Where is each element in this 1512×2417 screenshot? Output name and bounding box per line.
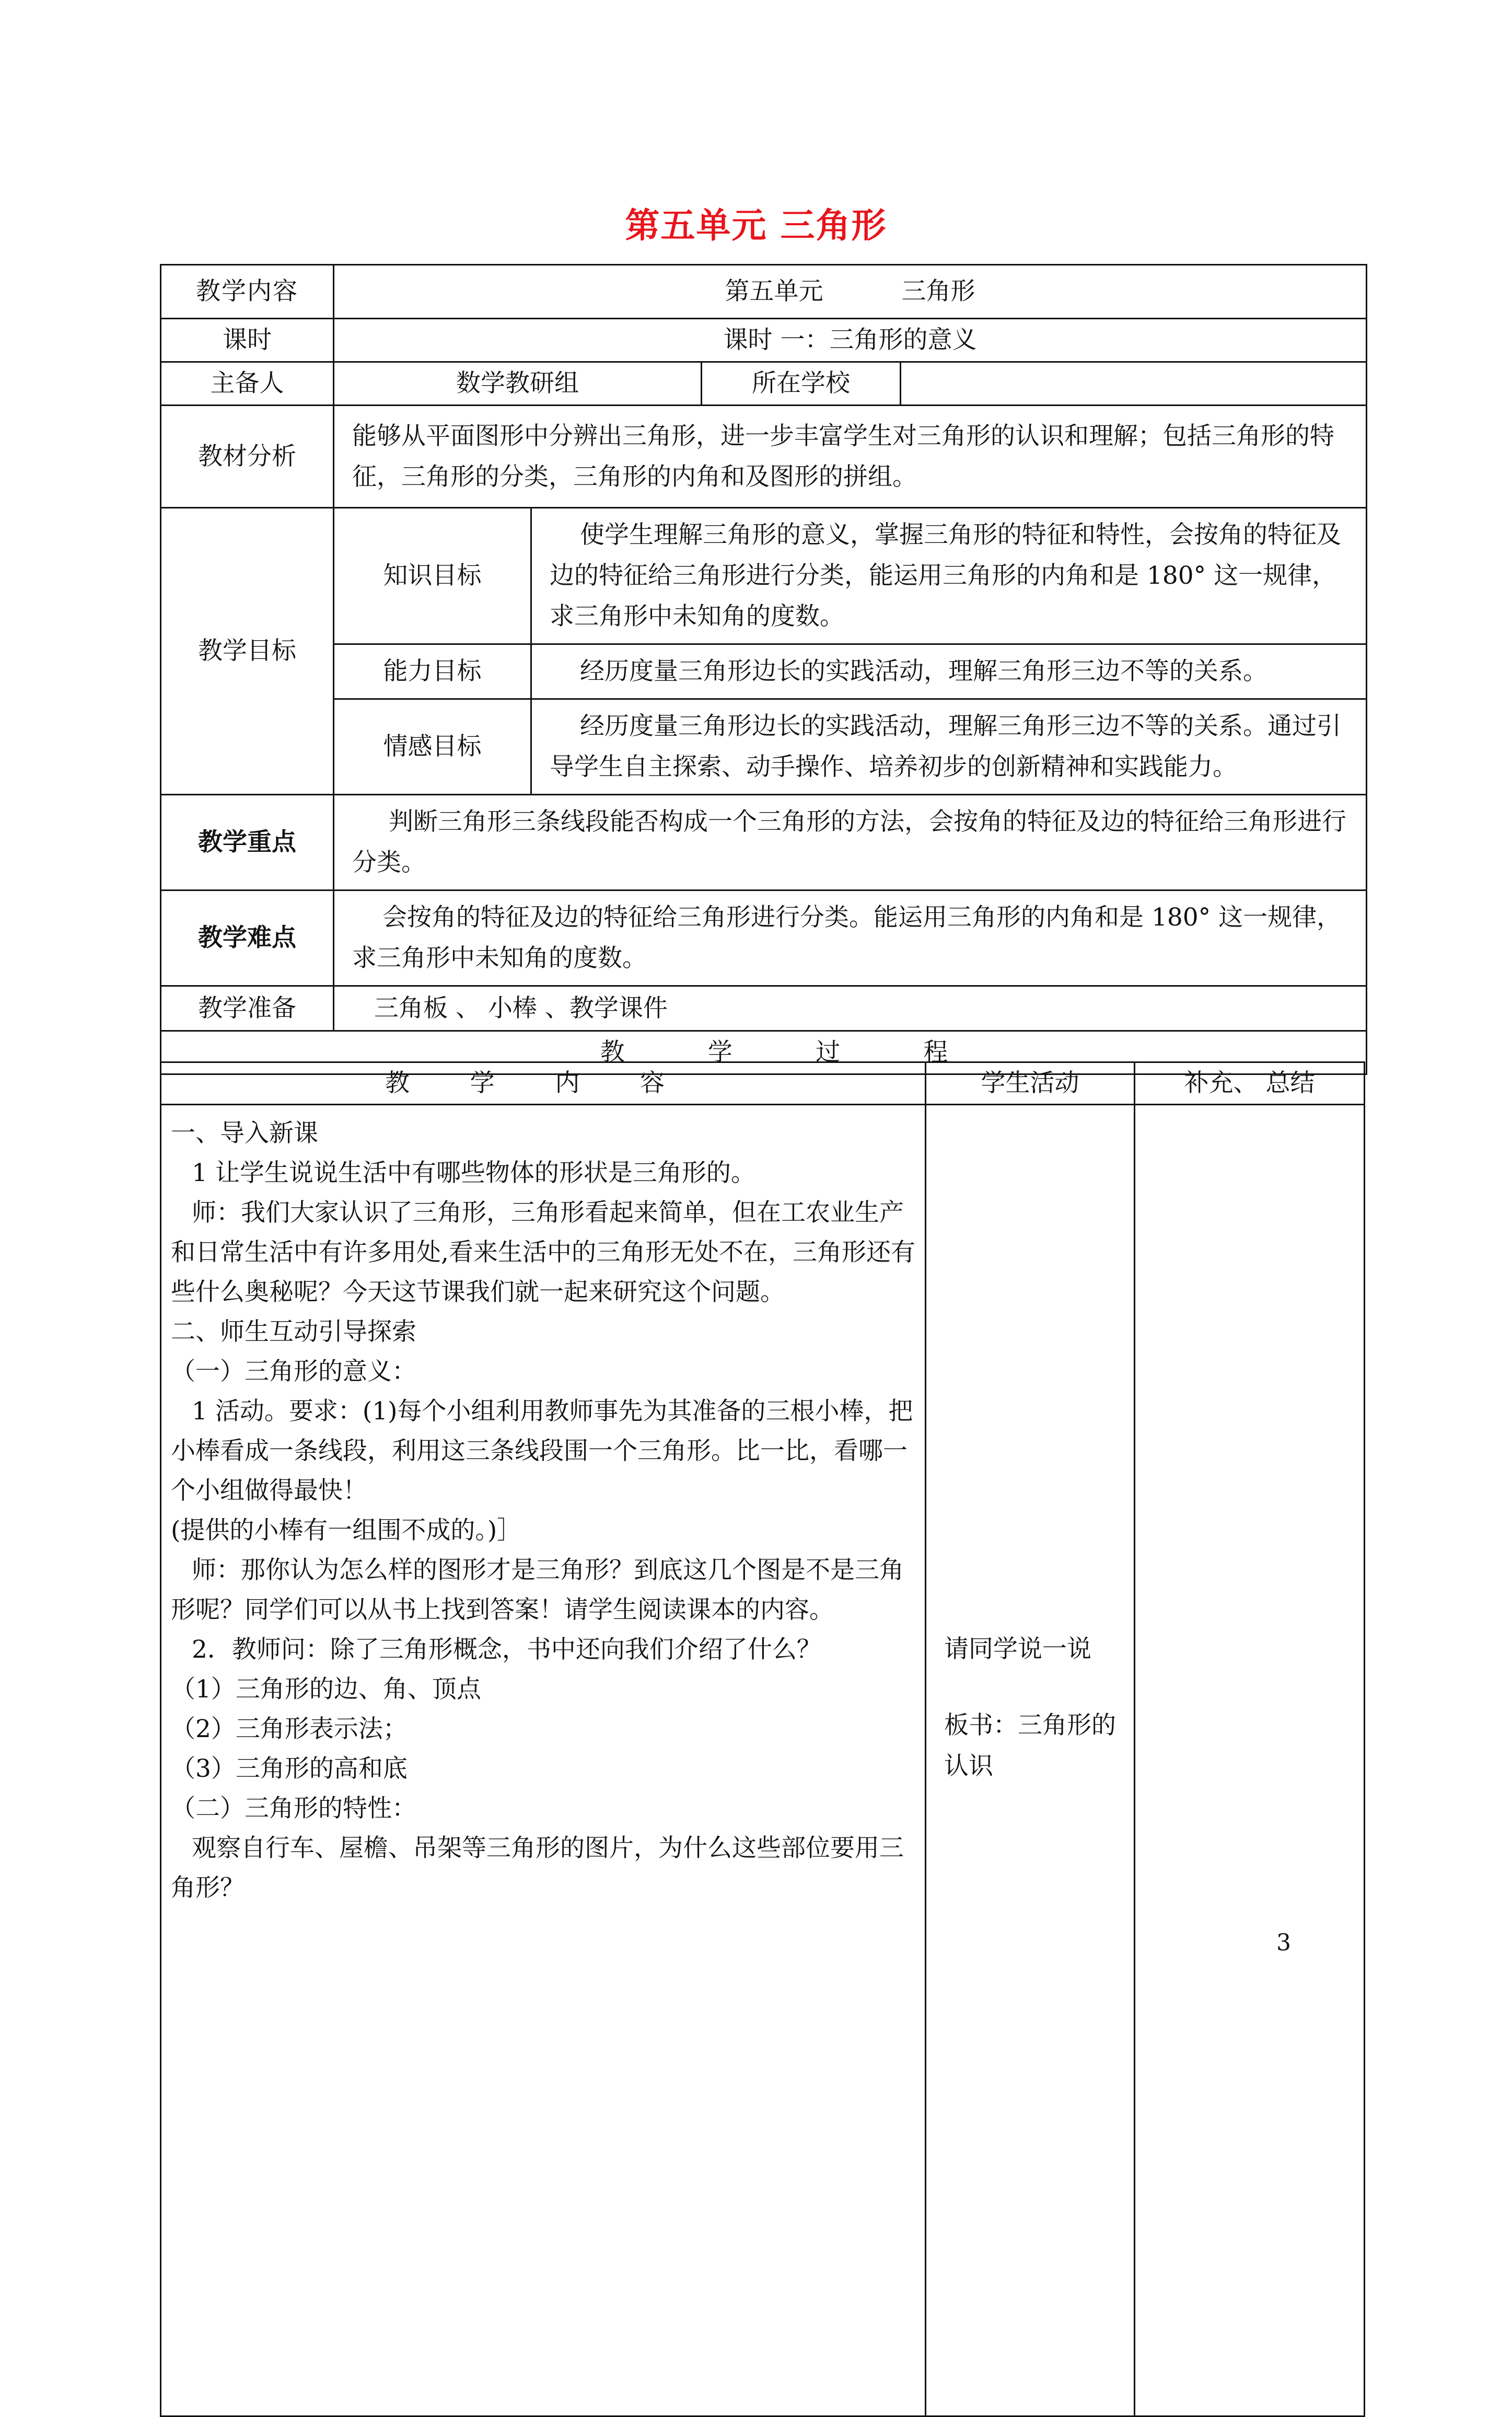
paragraph: 师：我们大家认识了三角形，三角形看起来简单，但在工农业生产和日常生活中有许多用处,看来生活中的三角形无处不在，三角形还有些什么奥秘呢？今天这节课我们就一起来研究这个问题。 — [171, 1198, 915, 1306]
process-header-char: 程 — [923, 1038, 948, 1067]
process-table — [160, 1061, 1365, 2417]
content-label: 教学内容 — [161, 265, 334, 319]
lesson-plan-table — [160, 264, 1367, 1075]
key-text: 判断三角形三条线段能否构成一个三角形的方法，会按角的特征及边的特征给三角形进行分类。 — [334, 795, 1367, 891]
paragraph: 师：那你认为怎么样的图形才是三角形？到底这几个图是不是三角形呢？同学们可以从书上找到答案！请学生阅读课本的内容。 — [171, 1556, 904, 1624]
ability-text: 经历度量三角形边长的实践活动，理解三角形三边不等的关系。 — [531, 644, 1367, 699]
col-content-char: 学 — [470, 1069, 495, 1097]
period-label: 课时 — [161, 319, 334, 362]
section-heading: 一、导入新课 — [171, 1119, 318, 1148]
content-unit: 第五单元 — [725, 277, 823, 306]
knowledge-label: 知识目标 — [334, 508, 531, 644]
section-heading: 二、师生互动引导探索 — [171, 1317, 416, 1346]
period-value: 课时 一：三角形的意义 — [334, 319, 1367, 362]
col-content-char: 容 — [640, 1069, 665, 1097]
activity-cell — [926, 1105, 1135, 2416]
analysis-label: 教材分析 — [161, 406, 334, 508]
sub-heading: （一）三角形的意义： — [171, 1357, 416, 1386]
content-topic: 三角形 — [901, 277, 975, 306]
list-item: （1）三角形的边、角、顶点 — [171, 1675, 481, 1704]
process-header-char: 学 — [707, 1038, 732, 1067]
prep-label: 教学准备 — [161, 986, 334, 1031]
difficulty-label: 教学难点 — [161, 891, 334, 986]
paragraph: 1 让学生说说生活中有哪些物体的形状是三角形的。 — [192, 1159, 755, 1187]
list-item: （2）三角形表示法； — [171, 1715, 408, 1743]
content-value — [334, 265, 1367, 319]
school-value — [901, 362, 1367, 406]
ability-label: 能力目标 — [334, 644, 531, 699]
knowledge-text: 使学生理解三角形的意义，掌握三角形的特征和特性，会按角的特征及边的特征给三角形进行分类，能运用三角形的内角和是 180° 这一规律，求三角形中未知角的度数。 — [531, 508, 1367, 644]
school-label: 所在学校 — [702, 362, 901, 406]
col-content-header — [161, 1062, 926, 1105]
goals-label: 教学目标 — [161, 508, 334, 795]
preparer-label: 主备人 — [161, 362, 334, 406]
emotion-text: 经历度量三角形边长的实践活动，理解三角形三边不等的关系。通过引导学生自主探索、动手操作、培养初步的创新精神和实践能力。 — [531, 699, 1367, 795]
difficulty-text: 会按角的特征及边的特征给三角形进行分类。能运用三角形的内角和是 180° 这一规律，求三角形中未知角的度数。 — [334, 891, 1367, 986]
col-activity-header: 学生活动 — [926, 1062, 1135, 1105]
summary-cell — [1135, 1105, 1365, 2416]
sub-heading: （二）三角形的特性： — [171, 1794, 416, 1823]
paragraph: (提供的小棒有一组围不成的。)］ — [171, 1516, 522, 1545]
key-label: 教学重点 — [161, 795, 334, 891]
paragraph: 1 活动。要求：(1)每个小组利用教师事先为其准备的三根小棒，把小棒看成一条线段，利用这三条线段围一个三角形。比一比，看哪一个小组做得最快！ — [171, 1397, 913, 1505]
paragraph: 观察自行车、屋檐、吊架等三角形的图片，为什么这些部位要用三角形？ — [171, 1834, 904, 1902]
col-content-char: 内 — [555, 1069, 580, 1097]
process-header-char: 教 — [600, 1038, 625, 1067]
page-number: 3 — [1276, 1929, 1291, 1956]
prep-text: 三角板 、 小棒 、教学课件 — [334, 986, 1367, 1031]
col-content-char: 教 — [385, 1069, 410, 1097]
analysis-text: 能够从平面图形中分辨出三角形，进一步丰富学生对三角形的认识和理解；包括三角形的特征，三角形的分类，三角形的内角和及图形的拼组。 — [334, 406, 1367, 508]
paragraph: 2．教师问：除了三角形概念，书中还向我们介绍了什么？ — [192, 1635, 821, 1664]
list-item: （3）三角形的高和底 — [171, 1754, 408, 1783]
page-title: 第五单元 三角形 — [625, 205, 887, 246]
process-content — [161, 1105, 926, 2416]
emotion-label: 情感目标 — [334, 699, 531, 795]
preparer-value: 数学教研组 — [334, 362, 702, 406]
col-summary-header: 补充、 总结 — [1135, 1062, 1365, 1105]
activity-note: 请同学说一说 — [944, 1635, 1091, 1663]
activity-note: 板书：三角形的认识 — [944, 1711, 1116, 1780]
process-header-char: 过 — [816, 1038, 841, 1067]
